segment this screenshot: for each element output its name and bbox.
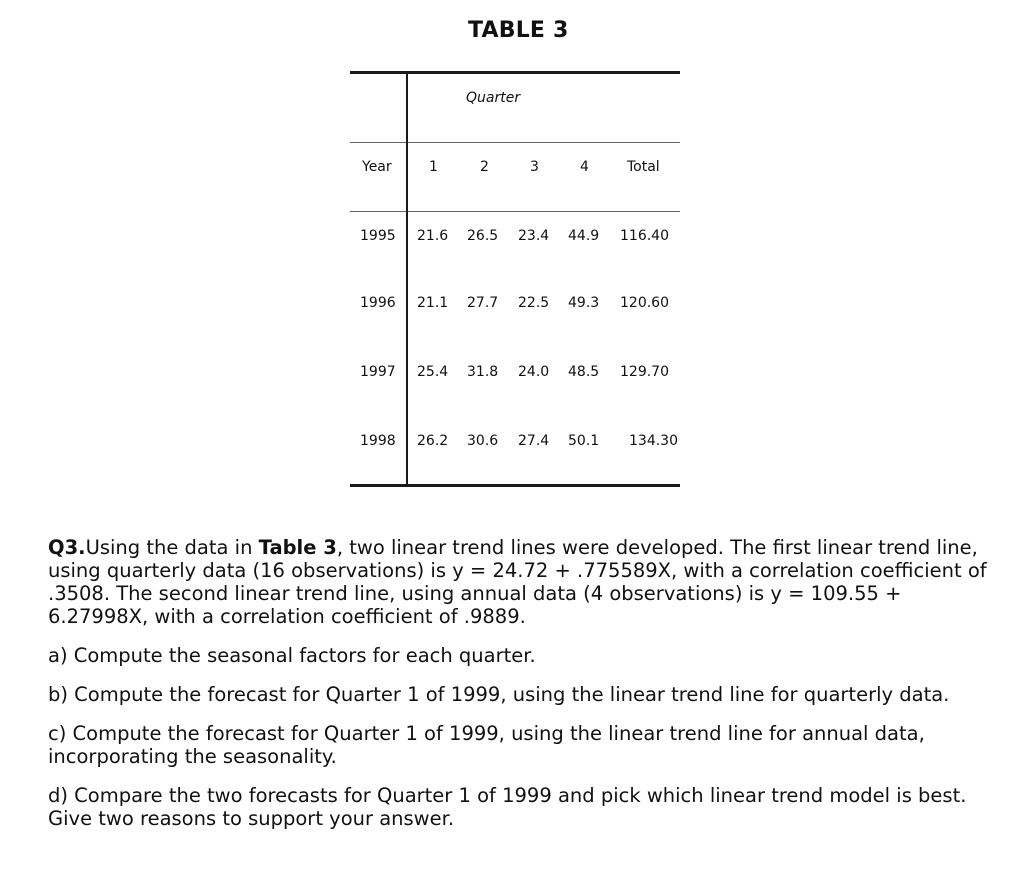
question-part-a: a) Compute the seasonal factors for each quarter. [48,644,536,667]
table-cell: 26.2 [417,433,449,449]
table-cell: 25.4 [417,364,449,380]
table-cell-year: 1997 [360,364,396,380]
year-column-rule [406,71,408,486]
table-cell: 31.8 [467,364,499,380]
table-cell: 21.6 [417,228,449,244]
table-cell: 44.9 [568,228,600,244]
table-cell-total: 120.60 [620,295,669,311]
table-cell-year: 1998 [360,433,396,449]
table-cell-total: 129.70 [620,364,669,380]
question-part-c: c) Compute the forecast for Quarter 1 of 1999, using the linear trend line for annual data, incorporating the seasonality. [48,722,925,768]
table-cell: 49.3 [568,295,600,311]
table-cell-total: 134.30 [629,433,678,449]
table-cell: 21.1 [417,295,449,311]
table-bottom-rule [350,484,680,487]
table-reference: Table 3 [258,536,337,559]
table-cell-total: 116.40 [620,228,669,244]
column-header-q4: 4 [580,159,589,175]
table-cell: 26.5 [467,228,499,244]
table-cell-year: 1996 [360,295,396,311]
question-intro-text-after: , two linear trend lines were developed. The first linear trend line, using quarterly data (16 observations) is y = 24.72 + .775589X, with a correlation coefficient of .3508. The second linear trend line, using annual data (4 observations) is y = 109.55 + 6.27998X, with a correlation coefficient of .9889. [48,536,987,628]
question-intro-text-before: Using the data in [85,536,259,559]
table-cell-year: 1995 [360,228,396,244]
header-divider-rule [350,142,680,143]
question-label: Q3. [48,536,86,559]
header-bottom-rule [350,211,680,212]
table-cell: 27.7 [467,295,499,311]
column-header-total: Total [627,159,660,175]
question-intro [48,536,988,628]
quarter-group-header: Quarter [466,90,521,106]
data-table [350,71,680,487]
table-cell: 30.6 [467,433,499,449]
table-cell: 22.5 [518,295,550,311]
table-cell: 27.4 [518,433,550,449]
table-top-rule [350,71,680,74]
column-header-q2: 2 [480,159,489,175]
question-block [48,536,988,846]
table-cell: 24.0 [518,364,550,380]
table-title: TABLE 3 [468,18,569,43]
table-cell: 48.5 [568,364,600,380]
table-cell: 23.4 [518,228,550,244]
question-part-d: d) Compare the two forecasts for Quarter 1 of 1999 and pick which linear trend model is best. Give two reasons to support your answer. [48,784,967,830]
column-header-year: Year [362,159,392,175]
column-header-q1: 1 [429,159,438,175]
question-part-b: b) Compute the forecast for Quarter 1 of 1999, using the linear trend line for quarterly data. [48,683,950,706]
table-cell: 50.1 [568,433,600,449]
column-header-q3: 3 [530,159,539,175]
